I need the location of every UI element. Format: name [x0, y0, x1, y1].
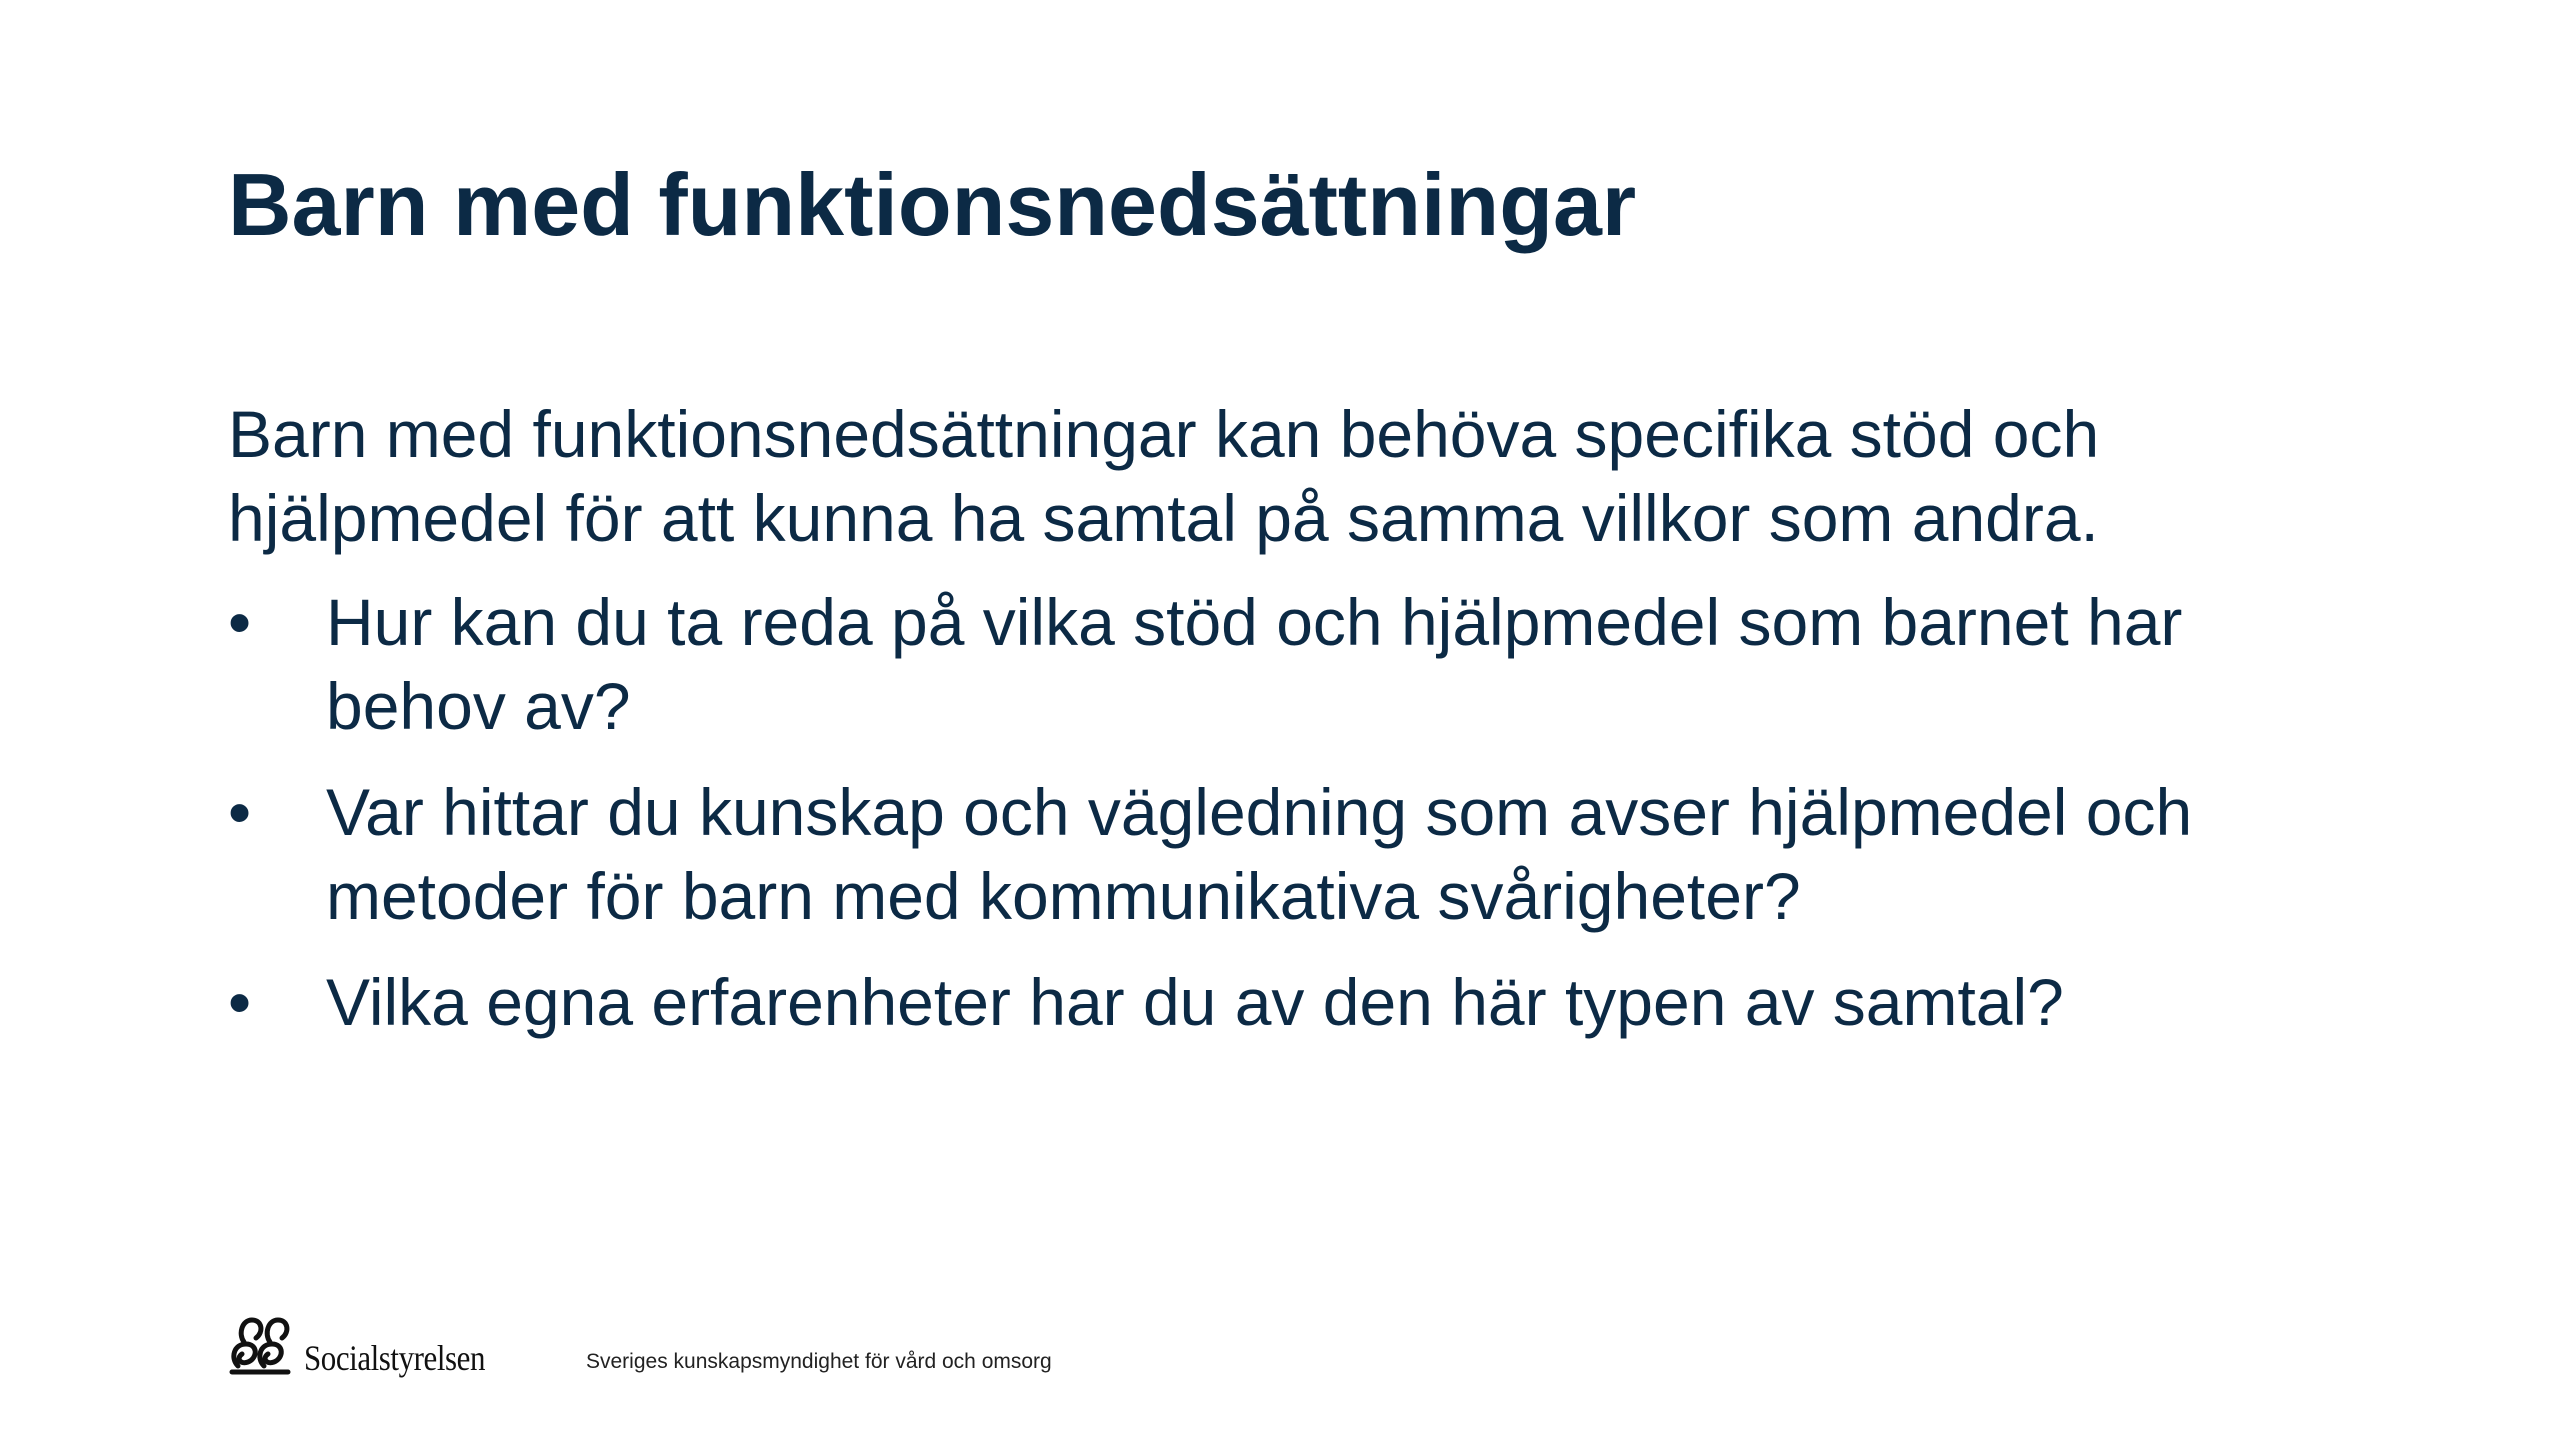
slide-body: [228, 392, 2288, 1066]
bullet-icon: •: [228, 585, 252, 659]
bullet-icon: •: [228, 965, 252, 1039]
socialstyrelsen-logo-icon: [228, 1314, 298, 1378]
bullet-item: [228, 580, 2288, 748]
footer: [228, 1308, 1052, 1378]
logo-text: Socialstyrelsen: [304, 1338, 485, 1378]
tagline: Sveriges kunskapsmyndighet för vård och omsorg: [586, 1350, 1052, 1373]
bullet-icon: •: [228, 775, 252, 849]
bullet-text: Hur kan du ta reda på vilka stöd och hjälpmedel som barnet har behov av?: [326, 585, 2183, 743]
bullet-text: Var hittar du kunskap och vägledning som avser hjälpmedel och metoder för barn med kommunikativa svårigheter?: [326, 775, 2193, 933]
logo: [228, 1314, 514, 1378]
bullet-list: [228, 580, 2288, 1044]
bullet-item: [228, 770, 2288, 938]
slide-title: Barn med funktionsnedsättningar: [228, 155, 1637, 254]
bullet-text: Vilka egna erfarenheter har du av den här typen av samtal?: [326, 965, 2064, 1039]
bullet-item: [228, 960, 2288, 1044]
intro-paragraph: Barn med funktionsnedsättningar kan behöva specifika stöd och hjälpmedel för att kunna ha samtal på samma villkor som andra.: [228, 397, 2100, 555]
